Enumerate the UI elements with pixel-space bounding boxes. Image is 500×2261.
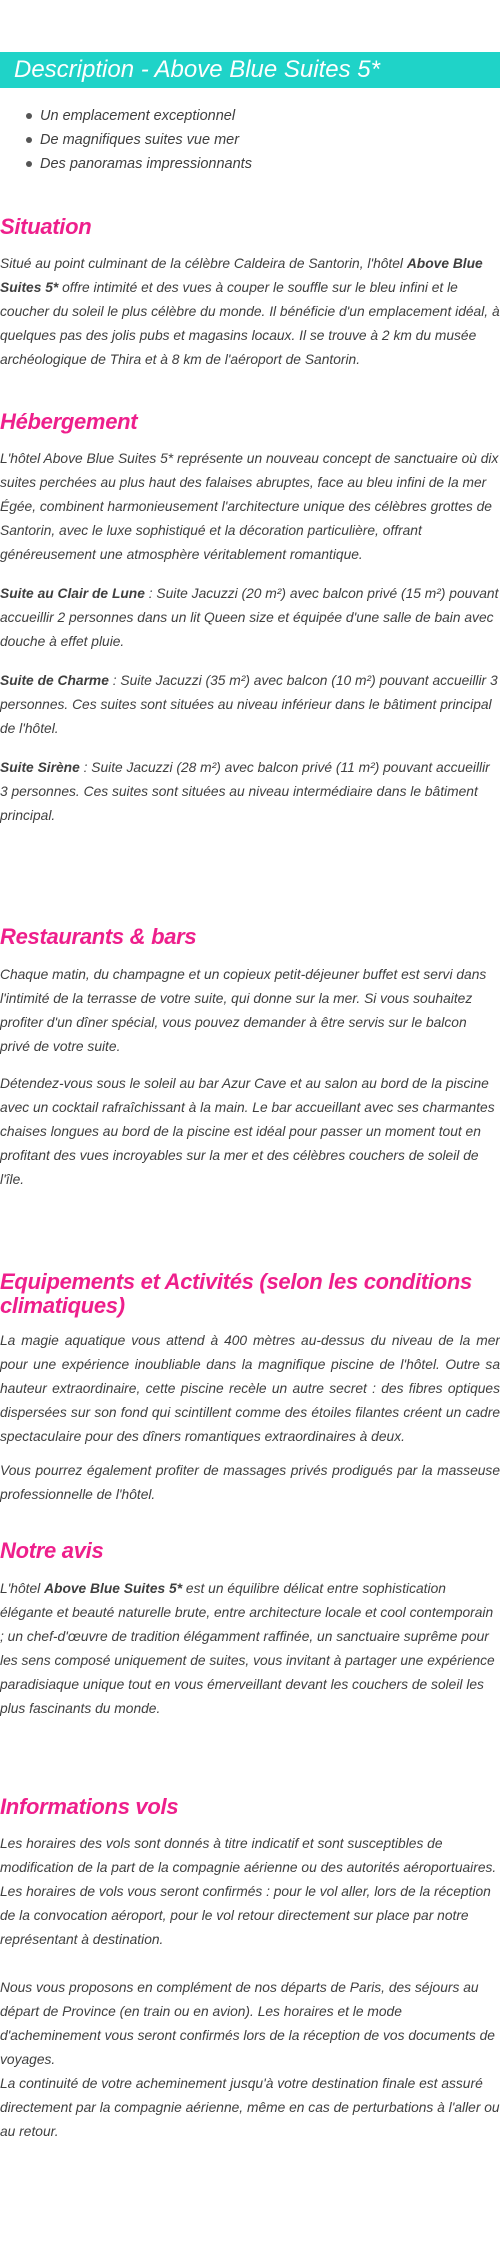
equipements-heading: Equipements et Activités (selon les conditions climatiques) xyxy=(0,1269,472,1318)
vols-text: La continuité de votre acheminement jusqu'à votre destination finale est assuré directement par la compagnie aérienne, même en cas de perturbations à l'aller ou au retour. xyxy=(0,2076,500,2139)
hotel-name: Above Blue Suites 5* xyxy=(44,1581,183,1596)
suite-name: Suite Sirène xyxy=(0,760,80,775)
suite-name: Suite au Clair de Lune xyxy=(0,586,145,601)
avis-heading: Notre avis xyxy=(0,1538,104,1563)
suite-description xyxy=(0,582,500,654)
hebergement-intro: L'hôtel Above Blue Suites 5* représente un nouveau concept de sanctuaire où dix suites perchées au plus haut des falaises abruptes, face au bleu infini de la mer Égée, combinent harmonieusement l'architecture unique des célèbres grottes de Santorin, avec le luxe sophistiqué et la décoration particulière, offrant généreusement une atmosphère véritablement romantique. xyxy=(0,451,499,562)
suite-details: : Suite Jacuzzi (20 m²) avec balcon privé (15 m²) pouvant accueillir 2 personnes dans un lit Queen size et équipée d'une salle de bain avec douche à effet pluie. xyxy=(0,586,499,649)
suite-details: : Suite Jacuzzi (28 m²) avec balcon privé (11 m²) pouvant accueillir 3 personnes. Ces suites sont situées au niveau intermédiaire dans le bâtiment principal. xyxy=(0,760,490,823)
vols-text: Nous vous proposons en complément de nos départs de Paris, des séjours au départ de Province (en train ou en avion). Les horaires et le mode d'acheminement vous seront confirmés lors de la réception de vos documents de voyages. xyxy=(0,1980,495,2067)
suite-description xyxy=(0,756,500,828)
equipements-text: Vous pourrez également profiter de massages privés prodigués par la masseuse professionnelle de l'hôtel. xyxy=(0,1463,500,1502)
highlights-list xyxy=(0,104,500,176)
vols-text: Les horaires de vols vous seront confirmés : pour le vol aller, lors de la réception de la convocation aéroport, pour le vol retour directement sur place par notre représentant à destination. xyxy=(0,1884,491,1947)
situation-text xyxy=(0,252,500,372)
highlight-item: Un emplacement exceptionnel xyxy=(26,104,500,128)
vols-heading: Informations vols xyxy=(0,1794,179,1819)
equipements-text: La magie aquatique vous attend à 400 mètres au-dessus du niveau de la mer pour une expérience inoubliable dans la magnifique piscine de l'hôtel. Outre sa hauteur extraordinaire, cette piscine recèle un autre secret : des fibres optiques dispersées sur son fond qui scintillent comme des étoiles filantes créent un cadre spectaculaire pour des dîners romantiques extraordinaires à deux. xyxy=(0,1333,500,1444)
page xyxy=(0,52,500,2144)
situation-text-start: Situé au point culminant de la célèbre Caldeira de Santorin, l'hôtel xyxy=(0,256,407,271)
restaurants-text: Détendez-vous sous le soleil au bar Azur Cave et au salon au bord de la piscine avec un cocktail rafraîchissant à la main. Le bar accueillant avec ses charmantes chaises longues au bord de la piscine est idéal pour passer un moment tout en profitant des vues incroyables sur la mer et des célèbres couchers de soleil de l'île. xyxy=(0,1076,495,1187)
suite-details: : Suite Jacuzzi (35 m²) avec balcon (10 m²) pouvant accueillir 3 personnes. Ces suites sont situées au niveau inférieur dans le bâtiment principal de l'hôtel. xyxy=(0,673,498,736)
description-banner: Description - Above Blue Suites 5* xyxy=(0,52,500,88)
vols-text: Les horaires des vols sont donnés à titre indicatif et sont susceptibles de modification de la part de la compagnie aérienne ou des autorités aéroportuaires. xyxy=(0,1836,497,1875)
restaurants-heading: Restaurants & bars xyxy=(0,924,197,949)
suite-name: Suite de Charme xyxy=(0,673,109,688)
avis-text xyxy=(0,1577,500,1721)
hotel-name: Above Blue Suites 5* xyxy=(0,256,483,295)
suite-description xyxy=(0,669,500,741)
situation-heading: Situation xyxy=(0,214,92,239)
highlight-item: De magnifiques suites vue mer xyxy=(26,128,500,152)
restaurants-text: Chaque matin, du champagne et un copieux petit-déjeuner buffet est servi dans l'intimité de la terrasse de votre suite, qui donne sur la mer. Si vous souhaitez profiter d'un dîner spécial, vous pouvez demander à être servis sur le balcon privé de votre suite. xyxy=(0,967,487,1054)
situation-text-end: offre intimité et des vues à couper le souffle sur le bleu infini et le coucher du soleil le plus célèbre du monde. Il bénéficie d'un emplacement idéal, à quelques pas des jolis pubs et magasins locaux. Il se trouve à 2 km du musée archéologique de Thira et à 8 km de l'aéroport de Santorin. xyxy=(0,280,500,367)
avis-text-start: L'hôtel xyxy=(0,1581,45,1596)
hebergement-heading: Hébergement xyxy=(0,409,138,434)
avis-text-end: est un équilibre délicat entre sophistication élégante et beauté naturelle brute, entre architecture locale et cool contemporain ; un chef-d'œuvre de tradition élégamment raffinée, un sanctuaire suprême pour les sens composé uniquement de suites, vous invitant à partager une expérience paradisiaque unique tout en vous émerveillant devant les couchers de soleil les plus fascinants du monde. xyxy=(0,1581,495,1716)
highlight-item: Des panoramas impressionnants xyxy=(26,152,500,176)
